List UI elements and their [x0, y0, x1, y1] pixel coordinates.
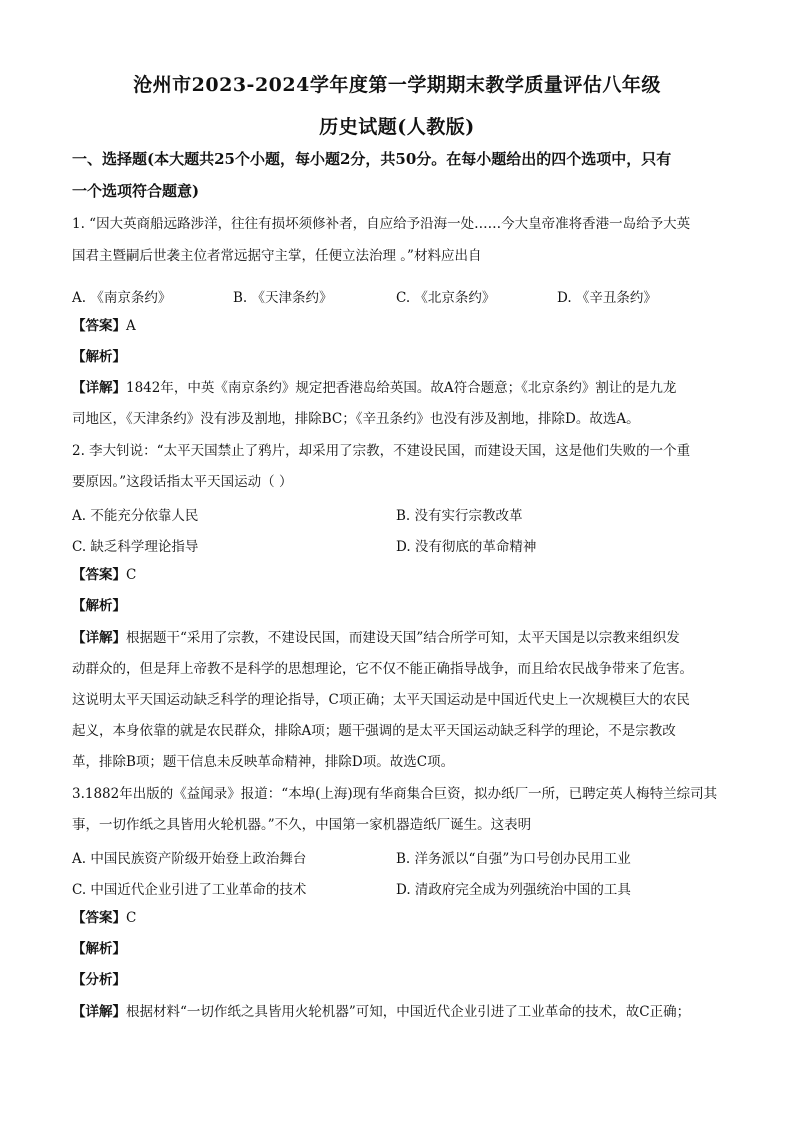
q1-answer [72, 316, 740, 336]
answer-value: C [126, 910, 137, 926]
question-3-stem-cont: 事，一切作纸之具皆用火轮机器。”不久，中国第一家机器造纸厂诞生。这表明 [72, 817, 532, 833]
q2-option-d: D. 没有彻底的革命精神 [396, 539, 537, 555]
q2-option-b: B. 没有实行宗教改革 [396, 508, 523, 524]
answer-tag: 【答案】 [72, 910, 126, 926]
q1-analysis-tag: 【解析】 [72, 349, 126, 365]
q1-option-a: A. 《南京条约》 [72, 290, 172, 306]
q1-detail-cont: 司地区，《天津条约》没有涉及割地，排除BC；《辛丑条约》也没有涉及割地，排除D。故选A。 [72, 411, 640, 427]
question-1-stem: 1. “因大英商船远路涉洋，往往有损坏须修补者，自应给予沿海一处……今大皇帝准将香港一岛给予大英 [72, 216, 691, 232]
detail-tag: 【详解】 [72, 1004, 126, 1020]
page-title: 沧州市2023-2024学年度第一学期期末教学质量评估八年级 [133, 74, 661, 96]
q3-option-c: C. 中国近代企业引进了工业革命的技术 [72, 882, 307, 898]
q1-option-b: B. 《天津条约》 [233, 290, 333, 306]
q1-option-c: C. 《北京条约》 [396, 290, 496, 306]
q3-option-b: B. 洋务派以“自强”为口号创办民用工业 [396, 851, 631, 867]
q2-detail-cont-4: 革，排除B项；题干信息未反映革命精神，排除D项。故选C项。 [72, 754, 455, 770]
q3-detail [72, 1002, 752, 1022]
q2-detail-cont-1: 动群众的，但是拜上帝教不是科学的思想理论，它不仅不能正确指导战争，而且给农民战争带来了危害。 [72, 661, 693, 677]
page-subtitle: 历史试题(人教版) [319, 116, 475, 138]
detail-text: 根据材料“一切作纸之具皆用火轮机器”可知，中国近代企业引进了工业革命的技术，故C正确； [126, 1004, 691, 1020]
q3-analysis-tag: 【解析】 [72, 941, 126, 957]
q2-option-c: C. 缺乏科学理论指导 [72, 539, 199, 555]
q3-option-d: D. 清政府完全成为列强统治中国的工具 [396, 882, 631, 898]
q1-option-d: D. 《辛丑条约》 [557, 290, 657, 306]
question-2-stem-cont: 要原因。”这段话指太平天国运动（ ） [72, 474, 293, 490]
q3-analyze-tag: 【分析】 [72, 972, 126, 988]
answer-tag: 【答案】 [72, 318, 126, 334]
detail-text: 1842年，中英《南京条约》规定把香港岛给英国。故A符合题意；《北京条约》割让的是九龙 [126, 380, 677, 396]
question-2-stem: 2. 李大钊说：“太平天国禁止了鸦片，却采用了宗教，不建设民国，而建设天国，这是他们失败的一个重 [72, 443, 691, 459]
q3-answer [72, 908, 740, 928]
detail-tag: 【详解】 [72, 380, 126, 396]
answer-value: C [126, 567, 137, 583]
section-heading-cont: 一个选项符合题意) [72, 182, 200, 200]
q2-detail [72, 628, 740, 648]
detail-tag: 【详解】 [72, 630, 126, 646]
q2-analysis-tag: 【解析】 [72, 598, 126, 614]
q2-option-a: A. 不能充分依靠人民 [72, 508, 199, 524]
q1-detail [72, 378, 740, 398]
question-3-stem: 3.1882年出版的《益闻录》报道：“本埠(上海)现有华商集合巨资，拟办纸厂一所，已聘定英人梅特兰综司其 [72, 786, 718, 802]
q2-detail-cont-3: 起义，本身依靠的就是农民群众，排除A项；题干强调的是太平天国运动缺乏科学的理论，不是宗教改 [72, 723, 676, 739]
detail-text: 根据题干“采用了宗教，不建设民国，而建设天国”结合所学可知，太平天国是以宗教来组织发 [126, 630, 680, 646]
answer-tag: 【答案】 [72, 567, 126, 583]
answer-value: A [126, 318, 136, 334]
section-heading: 一、选择题(本大题共25个小题，每小题2分，共50分。在每小题给出的四个选项中，只有 [72, 150, 672, 168]
question-1-stem-cont: 国君主暨嗣后世袭主位者常远据守主掌，任便立法治理 。”材料应出自 [72, 248, 482, 264]
q3-option-a: A. 中国民族资产阶级开始登上政治舞台 [72, 851, 307, 867]
q2-detail-cont-2: 这说明太平天国运动缺乏科学的理论指导，C项正确；太平天国运动是中国近代史上一次规模巨大的农民 [72, 692, 690, 708]
q2-answer [72, 565, 740, 585]
